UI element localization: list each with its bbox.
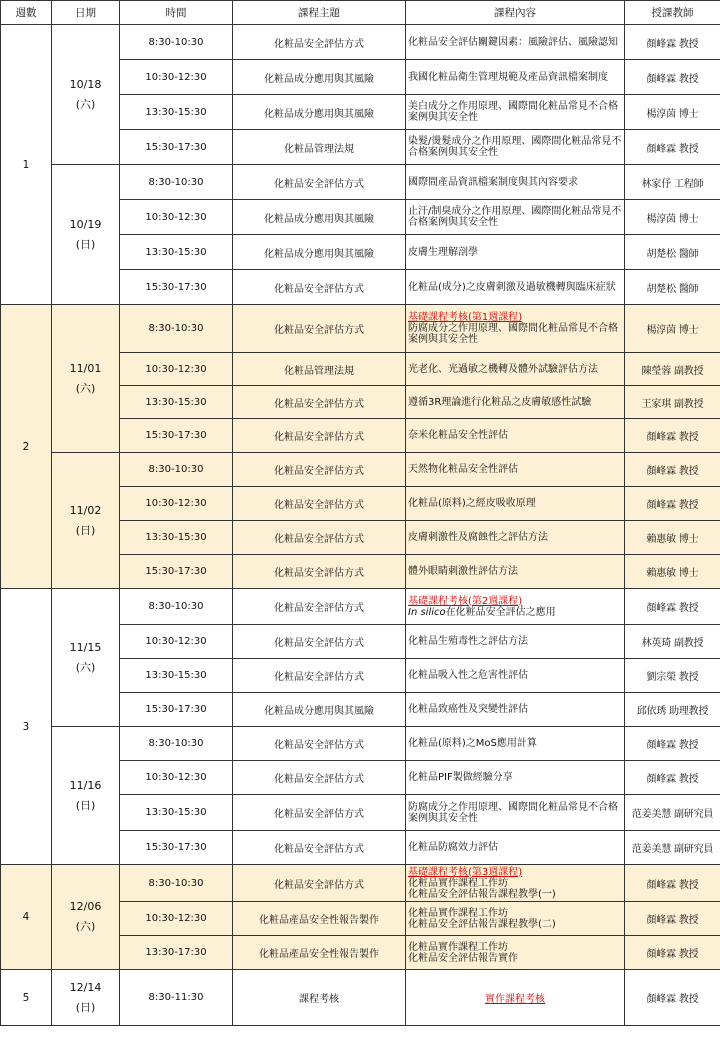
content-line: 止汗/制臭成分之作用原理、國際間化粧品常見不合格案例與其安全性 [408,206,622,228]
weekday-label: (六) [75,920,96,933]
content-cell [406,761,625,795]
instructor-cell: 顏峰霖 教授 [625,727,720,761]
instructor-cell: 顏峰霖 教授 [625,419,720,453]
header-row [1,1,720,25]
content-line: 化粧品(成分)之皮膚刺激及過敏機轉與臨床症狀 [408,281,616,293]
time-cell: 13:30-15:30 [120,386,233,419]
content-cell [406,453,625,487]
schedule-row [1,305,720,353]
topic-cell: 化粧品安全評估方式 [233,727,406,761]
instructor-cell: 顏峰霖 教授 [625,936,720,970]
instructor-cell: 王家琪 副教授 [625,386,720,419]
content-cell [406,95,625,130]
content-line: 天然物化粧品安全性評估 [408,464,518,475]
topic-cell: 化粧品安全評估方式 [233,831,406,865]
instructor-cell: 胡楚松 醫師 [625,270,720,305]
topic-cell: 化粧品安全評估方式 [233,625,406,659]
content-cell [406,625,625,659]
topic-cell: 化粧品安全評估方式 [233,761,406,795]
date-label: 10/19 [69,217,102,231]
weekday-label: (日) [75,523,96,537]
time-cell: 13:30-17:30 [120,936,233,970]
date-cell [52,865,120,970]
instructor-cell: 胡楚松 醫師 [625,235,720,270]
time-cell: 15:30-17:30 [120,130,233,165]
content-line: 化粧品防腐效力評估 [408,842,498,853]
schedule-body [1,25,720,1026]
content-cell [406,659,625,693]
topic-cell: 化粧品成分應用與其風險 [233,200,406,235]
content-cell [406,831,625,865]
content-line: 化粧品生殖毒性之評估方法 [408,636,528,647]
assessment-highlight: 基礎課程考核(第2週課程) [408,595,523,607]
time-cell: 10:30-12:30 [120,487,233,521]
week-number-cell: 4 [1,865,52,970]
exam-highlight: 實作課程考核 [485,994,545,1005]
header-content: 課程內容 [406,1,625,25]
content-line: 防腐成分之作用原理、國際間化粧品常見不合格案例與其安全性 [408,323,618,345]
content-line: 國際間產品資訊檔案制度與其內容要求 [408,176,578,188]
time-cell: 10:30-12:30 [120,761,233,795]
topic-cell: 化粧品安全評估方式 [233,589,406,625]
content-italic: In silico [408,606,446,618]
instructor-cell: 林英琦 副教授 [625,625,720,659]
time-cell: 10:30-12:30 [120,353,233,386]
content-line: 化粧品實作課程工作坊 [408,877,508,889]
instructor-cell: 顏峰霖 教授 [625,60,720,95]
date-label: 11/02 [69,503,102,517]
topic-cell: 化粧品安全評估方式 [233,25,406,60]
instructor-cell: 賴惠敏 博士 [625,555,720,589]
content-line: 化粧品安全評估報告課程教學(二) [408,918,556,930]
content-cell [406,305,625,353]
content-line: 皮膚刺激性及腐蝕性之評估方法 [408,532,548,543]
date-label: 11/16 [69,778,102,792]
content-cell [406,386,625,419]
weekday-label: (六) [75,381,96,395]
content-cell [406,235,625,270]
time-cell: 8:30-10:30 [120,865,233,902]
time-cell: 10:30-12:30 [120,200,233,235]
instructor-cell: 邱依琇 助理教授 [625,693,720,727]
time-cell: 13:30-15:30 [120,659,233,693]
content-line: 體外眼睛刺激性評估方法 [408,566,518,577]
instructor-cell: 顏峰霖 教授 [625,487,720,521]
time-cell: 13:30-15:30 [120,95,233,130]
time-cell: 8:30-10:30 [120,165,233,200]
time-cell: 15:30-17:30 [120,831,233,865]
instructor-cell: 顏峰霖 教授 [625,865,720,902]
content-cell [406,795,625,831]
topic-cell: 化粧品安全評估方式 [233,270,406,305]
time-cell: 8:30-10:30 [120,305,233,353]
time-cell: 15:30-17:30 [120,270,233,305]
time-cell: 10:30-12:30 [120,60,233,95]
time-cell: 8:30-11:30 [120,970,233,1026]
instructor-cell: 范姜美慧 副研究員 [625,831,720,865]
time-cell: 10:30-12:30 [120,902,233,936]
content-line: 皮膚生理解剖學 [408,246,478,258]
time-cell: 13:30-15:30 [120,521,233,555]
topic-cell: 化粧品安全評估方式 [233,453,406,487]
time-cell: 15:30-17:30 [120,693,233,727]
time-cell: 15:30-17:30 [120,419,233,453]
content-text: 在化粧品安全評估之應用 [445,606,556,618]
instructor-cell: 楊淳茵 博士 [625,200,720,235]
date-cell [52,589,120,727]
topic-cell: 化粧品安全評估方式 [233,165,406,200]
assessment-highlight: 基礎課程考核(第3週課程) [408,866,523,878]
header-date: 日期 [52,1,120,25]
time-cell: 8:30-10:30 [120,727,233,761]
weekday-label: (六) [75,660,96,674]
instructor-cell: 賴惠敏 博士 [625,521,720,555]
content-cell [406,902,625,936]
content-cell [406,200,625,235]
content-line: 化粧品安全評估關鍵因素：風險評估、風險認知 [408,36,618,48]
topic-cell: 化粧品產品安全性報告製作 [233,902,406,936]
topic-cell: 課程考核 [233,970,406,1026]
instructor-cell: 范姜美慧 副研究員 [625,795,720,831]
date-cell [52,305,120,453]
topic-cell: 化粧品安全評估方式 [233,386,406,419]
time-cell: 13:30-15:30 [120,795,233,831]
time-cell: 8:30-10:30 [120,25,233,60]
topic-cell: 化粧品安全評估方式 [233,305,406,353]
time-cell: 15:30-17:30 [120,555,233,589]
content-line: 染髮/燙髮成分之作用原理、國際間化粧品常見不合格案例與其安全性 [408,136,622,158]
instructor-cell: 楊淳茵 博士 [625,305,720,353]
schedule-row [1,865,720,902]
instructor-cell: 顏峰霖 教授 [625,25,720,60]
time-cell: 10:30-12:30 [120,625,233,659]
time-cell: 8:30-10:30 [120,453,233,487]
week-number-cell: 2 [1,305,52,589]
schedule-row [1,453,720,487]
date-cell [52,970,120,1026]
instructor-cell: 顏峰霖 教授 [625,589,720,625]
weekday-label: (六) [75,97,96,111]
header-week: 週數 [1,1,52,25]
topic-cell: 化粧品安全評估方式 [233,555,406,589]
date-cell [52,165,120,305]
schedule-row [1,589,720,625]
date-label: 12/06 [69,900,102,913]
content-cell [406,865,625,902]
date-label: 11/01 [69,361,102,375]
assessment-highlight: 基礎課程考核(第1週課程) [408,312,523,323]
time-cell: 13:30-15:30 [120,235,233,270]
weekday-label: (日) [75,1000,96,1014]
content-cell [406,555,625,589]
topic-cell: 化粧品產品安全性報告製作 [233,936,406,970]
instructor-cell: 顏峰霖 教授 [625,970,720,1026]
content-line: 我國化粧品衛生管理規範及產品資訊檔案制度 [408,71,608,83]
content-line: 光老化、光過敏之機轉及體外試驗評估方法 [408,363,598,375]
topic-cell: 化粧品管理法規 [233,130,406,165]
date-cell [52,25,120,165]
week-number-cell: 1 [1,25,52,305]
content-cell [406,270,625,305]
date-label: 12/14 [69,980,102,994]
content-line: 化粧品實作課程工作坊 [408,941,508,953]
content-cell [406,487,625,521]
topic-cell: 化粧品成分應用與其風險 [233,235,406,270]
schedule-row [1,25,720,60]
instructor-cell: 顏峰霖 教授 [625,453,720,487]
content-cell [406,970,625,1026]
topic-cell: 化粧品安全評估方式 [233,659,406,693]
content-cell [406,130,625,165]
schedule-row [1,165,720,200]
content-cell [406,25,625,60]
topic-cell: 化粧品管理法規 [233,353,406,386]
content-line: 遵循3R理論進行化粧品之皮膚敏感性試驗 [408,396,592,408]
topic-cell: 化粧品安全評估方式 [233,419,406,453]
content-line: 化粧品(原料)之MoS應用計算 [408,738,537,749]
content-cell [406,521,625,555]
header-topic: 課程主題 [233,1,406,25]
topic-cell: 化粧品安全評估方式 [233,795,406,831]
content-cell [406,165,625,200]
instructor-cell: 楊淳茵 博士 [625,95,720,130]
schedule-row [1,727,720,761]
content-cell [406,936,625,970]
topic-cell: 化粧品安全評估方式 [233,487,406,521]
topic-cell: 化粧品安全評估方式 [233,521,406,555]
date-label: 11/15 [69,640,102,654]
content-line: 化粧品PIF製做經驗分享 [408,772,513,783]
week-number-cell: 5 [1,970,52,1026]
instructor-cell: 顏峰霖 教授 [625,761,720,795]
content-line [408,607,622,618]
schedule-row [1,970,720,1026]
topic-cell: 化粧品成分應用與其風險 [233,95,406,130]
content-line: 美白成分之作用原理、國際間化粧品常見不合格案例與其安全性 [408,101,618,123]
content-cell [406,727,625,761]
instructor-cell: 陳瑩蓉 副教授 [625,353,720,386]
content-line: 化粧品吸入性之危害性評估 [408,670,528,681]
instructor-cell: 劉宗榮 教授 [625,659,720,693]
instructor-cell: 顏峰霖 教授 [625,902,720,936]
week-number-cell: 3 [1,589,52,865]
date-cell [52,727,120,865]
topic-cell: 化粧品成分應用與其風險 [233,60,406,95]
topic-cell: 化粧品成分應用與其風險 [233,693,406,727]
header-time: 時間 [120,1,233,25]
content-line: 化粧品安全評估報告課程教學(一) [408,888,556,900]
topic-cell: 化粧品安全評估方式 [233,865,406,902]
content-line: 化粧品致癌性及突變性評估 [408,704,528,715]
content-cell [406,419,625,453]
content-line: 奈米化粧品安全性評估 [408,430,508,441]
instructor-cell: 林家伃 工程師 [625,165,720,200]
weekday-label: (日) [75,237,96,251]
content-line: 化粧品(原料)之經皮吸收原理 [408,498,536,509]
date-label: 10/18 [69,77,102,91]
weekday-label: (日) [75,798,96,812]
content-cell [406,693,625,727]
content-cell [406,353,625,386]
instructor-cell: 顏峰霖 教授 [625,130,720,165]
content-line: 化粧品實作課程工作坊 [408,907,508,919]
date-cell [52,453,120,589]
content-line: 防腐成分之作用原理、國際間化粧品常見不合格案例與其安全性 [408,801,618,824]
content-line: 化粧品安全評估報告實作 [408,952,518,964]
content-cell [406,589,625,625]
time-cell: 8:30-10:30 [120,589,233,625]
content-cell [406,60,625,95]
header-instructor: 授課教師 [625,1,720,25]
